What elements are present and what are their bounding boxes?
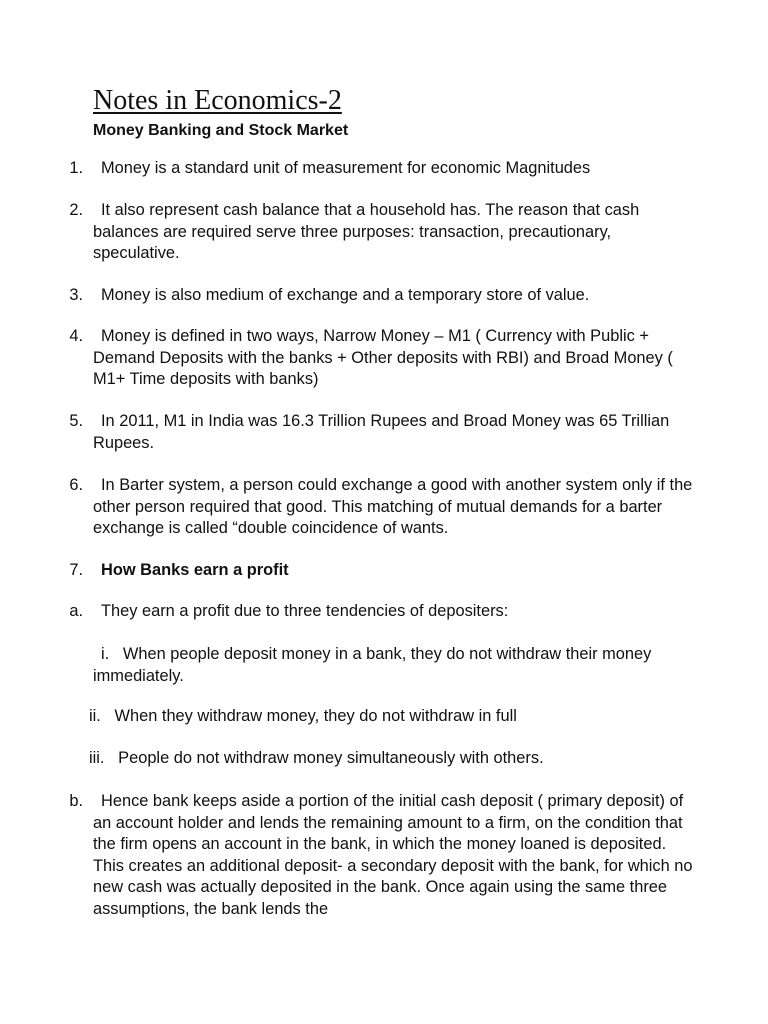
list-item-text xyxy=(89,706,693,728)
list-item-6 xyxy=(69,475,693,540)
list-marker: 6. xyxy=(69,476,83,494)
list-item-text: It also represent cash balance that a household has. The reason that cash balances are required serve three purposes: transaction, precautionary, speculative. xyxy=(93,201,640,262)
sub-item-ii xyxy=(89,706,693,728)
list-marker: b. xyxy=(69,792,83,810)
list-marker: ii. xyxy=(89,707,101,725)
section-heading: How Banks earn a profit xyxy=(101,561,289,579)
list-marker: i. xyxy=(101,645,110,663)
list-marker: iii. xyxy=(89,749,105,767)
sub-item-text: When people deposit money in a bank, they do not withdraw their money immediately. xyxy=(93,645,652,685)
list-item-b xyxy=(69,791,693,920)
sub-item-i xyxy=(93,644,693,687)
list-item-text: Money is defined in two ways, Narrow Money – M1 ( Currency with Public + Demand Deposits with the banks + Other deposits with RBI) and Broad Money ( M1+ Time deposits with banks) xyxy=(93,327,673,388)
list-item-3 xyxy=(69,285,693,307)
list-marker: 2. xyxy=(69,201,83,219)
list-item-text: In 2011, M1 in India was 16.3 Trillion Rupees and Broad Money was 65 Trillian Rupees. xyxy=(93,412,670,452)
list-item-2 xyxy=(69,200,693,265)
list-marker: 4. xyxy=(69,327,83,345)
list-item-text xyxy=(93,644,693,687)
list-marker: 1. xyxy=(69,159,83,177)
list-item-a xyxy=(69,601,693,623)
list-item-text xyxy=(89,748,693,770)
list-item-7 xyxy=(69,560,693,582)
list-item-text: In Barter system, a person could exchange a good with another system only if the other person required that good. This matching of mutual demands for a barter exchange is called “double coincidence of wants. xyxy=(93,476,693,537)
list-marker: 3. xyxy=(69,286,83,304)
list-marker: 7. xyxy=(69,561,83,579)
sub-item-iii xyxy=(89,748,693,770)
sub-item-text: People do not withdraw money simultaneously with others. xyxy=(118,749,544,767)
list-item-text: They earn a profit due to three tendencies of depositers: xyxy=(101,602,509,620)
page-title: Notes in Economics-2 xyxy=(93,85,342,116)
list-item-text: Money is also medium of exchange and a temporary store of value. xyxy=(101,286,590,304)
list-item-text: Hence bank keeps aside a portion of the initial cash deposit ( primary deposit) of an account holder and lends the remaining amount to a firm, on the condition that the firm opens an account in the bank, in which the money loaned is deposited. This creates an additional deposit- a secondary deposit with the bank, for which no new cash was actually deposited in the bank. Once again using the same three assumptions, the bank lends the xyxy=(93,792,693,918)
list-item-text: Money is a standard unit of measurement for economic Magnitudes xyxy=(101,159,591,177)
page-subtitle: Money Banking and Stock Market xyxy=(93,122,349,139)
list-item-5 xyxy=(69,411,693,454)
sub-item-text: When they withdraw money, they do not withdraw in full xyxy=(114,707,517,725)
list-marker: a. xyxy=(69,602,83,620)
list-item-4 xyxy=(69,326,693,391)
list-marker: 5. xyxy=(69,412,83,430)
list-item-1 xyxy=(69,158,693,180)
